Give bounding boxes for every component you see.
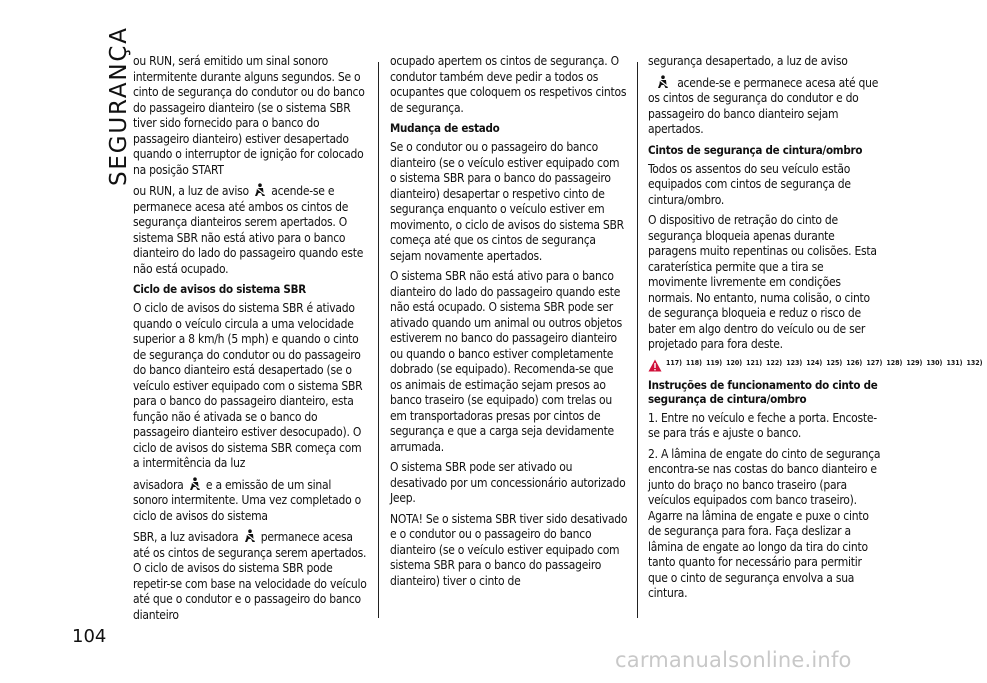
paragraph [133,477,369,525]
reference-number: 121) [746,358,763,367]
warning-triangle-icon [648,359,662,372]
paragraph [133,529,369,623]
paragraph: O sistema SBR não está ativo para o banco dianteiro do lado do passageiro quando este não está ocupado. O sistema SBR pode ser ativado quando um animal ou outros objetos estiverem no banco do passageiro dianteiro ou quando o banco estiver completamente dobrado (se equipado). Recomenda-se que os animais de estimação sejam presos ao banco traseiro (se equipado) com trelas ou em transportadoras presas por cintos de segurança e que a carga seja devidamente arrumada. [390,269,623,454]
text-fragment: avisadora [133,477,184,492]
section-title [66,26,132,190]
page-number: 104 [72,626,107,647]
reference-number: 130) [926,358,943,367]
paragraph: 1. Entre no veículo e feche a porta. Encoste-se para trás e ajuste o banco. [648,410,877,440]
seatbelt-warning-icon [656,75,670,89]
paragraph: O sistema SBR pode ser ativado ou desativado por um concessionário autorizado Jeep. [390,460,626,505]
reference-number: 125) [826,358,843,367]
reference-number: 126) [846,358,863,367]
paragraph: Todos os assentos do seu veículo estão equipados com cintos de segurança de cintura/ombro. [648,161,851,207]
section-heading: Mudança de estado [390,121,500,135]
text-fragment: ou RUN, a luz de aviso [133,184,249,198]
reference-number: 124) [806,358,823,367]
paragraph: Se o condutor ou o passageiro do banco dianteiro (se o veículo estiver equipado com o sistema SBR para o banco do passageiro dianteiro) desapertar o respetivo cinto de segurança enquanto o veículo estiver em movimento, o ciclo de avisos do sistema SBR começa até que os cintos de segurança sejam novamente apertados. [390,140,624,263]
reference-number: 119) [706,358,723,367]
paragraph: ou RUN, será emitido um sinal sonoro intermitente durante alguns segundos. Se o cinto de segurança do condutor ou do banco do passageiro dianteiro (se o sistema SBR tiver sido fornecido para o banco do passageiro dianteiro) estiver desapertado quando o interruptor de ignição for colocado na posição START [133,54,365,177]
reference-number: 127) [866,358,883,367]
text-fragment: permanece acesa até os cintos de segurança serem apertados. O ciclo de avisos do sistema SBR pode repetir-se com base na velocidade do veículo até que o condutor e o passageiro do banco dianteiro [133,530,367,622]
paragraph: 2. A lâmina de engate do cinto de segurança encontra-se nas costas do banco dianteiro e junto do braço no banco traseiro (para veículos equipados com banco traseiro). Agarre na lâmina de engate e puxe o cinto de segurança para fora. Faça deslizar a lâmina de engate ao longo da tira do cinto tanto quanto for necessário para permitir que o cinto de segurança envolva a sua cintura. [648,446,881,600]
reference-number: 118) [686,358,703,367]
section-heading: Instruções de funcionamento do cinto de segurança de cintura/ombro [648,377,878,406]
seatbelt-warning-icon [253,183,267,197]
reference-number: 123) [786,358,803,367]
section-title-text: SEGURANÇA [106,26,132,186]
text-fragment: acende-se e permanece acesa até que os cintos de segurança do condutor e do passageiro do banco dianteiro sejam apertados. [648,75,879,136]
seatbelt-warning-icon [243,529,257,543]
text-column-1 [133,54,369,628]
paragraph: ocupado apertem os cintos de segurança. O condutor também deve pedir a todos os ocupantes que coloquem os respetivos cintos de segurança. [390,54,627,115]
paragraph: O ciclo de avisos do sistema SBR é ativado quando o veículo circula a uma velocidade superior a 8 km/h (5 mph) e quando o cinto de segurança do condutor ou do passageiro do banco dianteiro está desapertado (se o veículo estiver equipado com o sistema SBR para o banco do passageiro dianteiro, esta função não é ativada se o banco do passageiro dianteiro estiver desocupado). O ciclo de avisos do sistema SBR começa com a intermitência da luz [133,301,363,470]
reference-number: 122) [766,358,783,367]
watermark: carmanualsonline.info [615,648,852,672]
paragraph: NOTA! Se o sistema SBR tiver sido desativado e o condutor ou o passageiro do banco dianteiro (se o veículo estiver equipado com sistema SBR para o banco do passageiro dianteiro) tiver o cinto de [390,511,628,588]
section-heading: Ciclo de avisos do sistema SBR [133,282,306,296]
paragraph: O dispositivo de retração do cinto de segurança bloqueia apenas durante paragens muito repentinas ou colisões. Esta caraterística permite que a tira se movimente livremente em condições normais. No entanto, numa colisão, o cinto de segurança bloqueia e reduz o risco de bater em algo dentro do veículo ou de ser projetado para fora deste. [648,213,877,351]
text-column-2 [390,54,628,594]
reference-list [666,358,987,369]
section-heading: Cintos de segurança de cintura/ombro [648,142,863,157]
reference-number: 129) [906,358,923,367]
text-fragment: e a emissão de um sinal sonoro intermitente. Uma vez completado o ciclo de avisos do sistema [133,477,362,523]
paragraph [133,183,369,277]
seatbelt-warning-icon [188,477,202,491]
reference-number: 128) [886,358,903,367]
text-column-3 [648,54,983,607]
column-divider [637,62,638,618]
paragraph [648,75,884,138]
reference-number: 120) [726,358,743,367]
reference-number: 117) [666,358,683,367]
paragraph: segurança desapertado, a luz de aviso [648,54,848,68]
reference-number: 132) [966,358,983,367]
text-fragment: SBR, a luz avisadora [133,530,239,544]
reference-number: 131) [946,358,963,367]
warning-references [648,358,983,372]
column-divider [378,62,379,618]
text-fragment: acende-se e permanece acesa até ambos os cintos de segurança dianteiros serem apertados. O sistema SBR não está ativo para o banco dianteiro do lado do passageiro quando este não está ocupado. [133,184,364,276]
